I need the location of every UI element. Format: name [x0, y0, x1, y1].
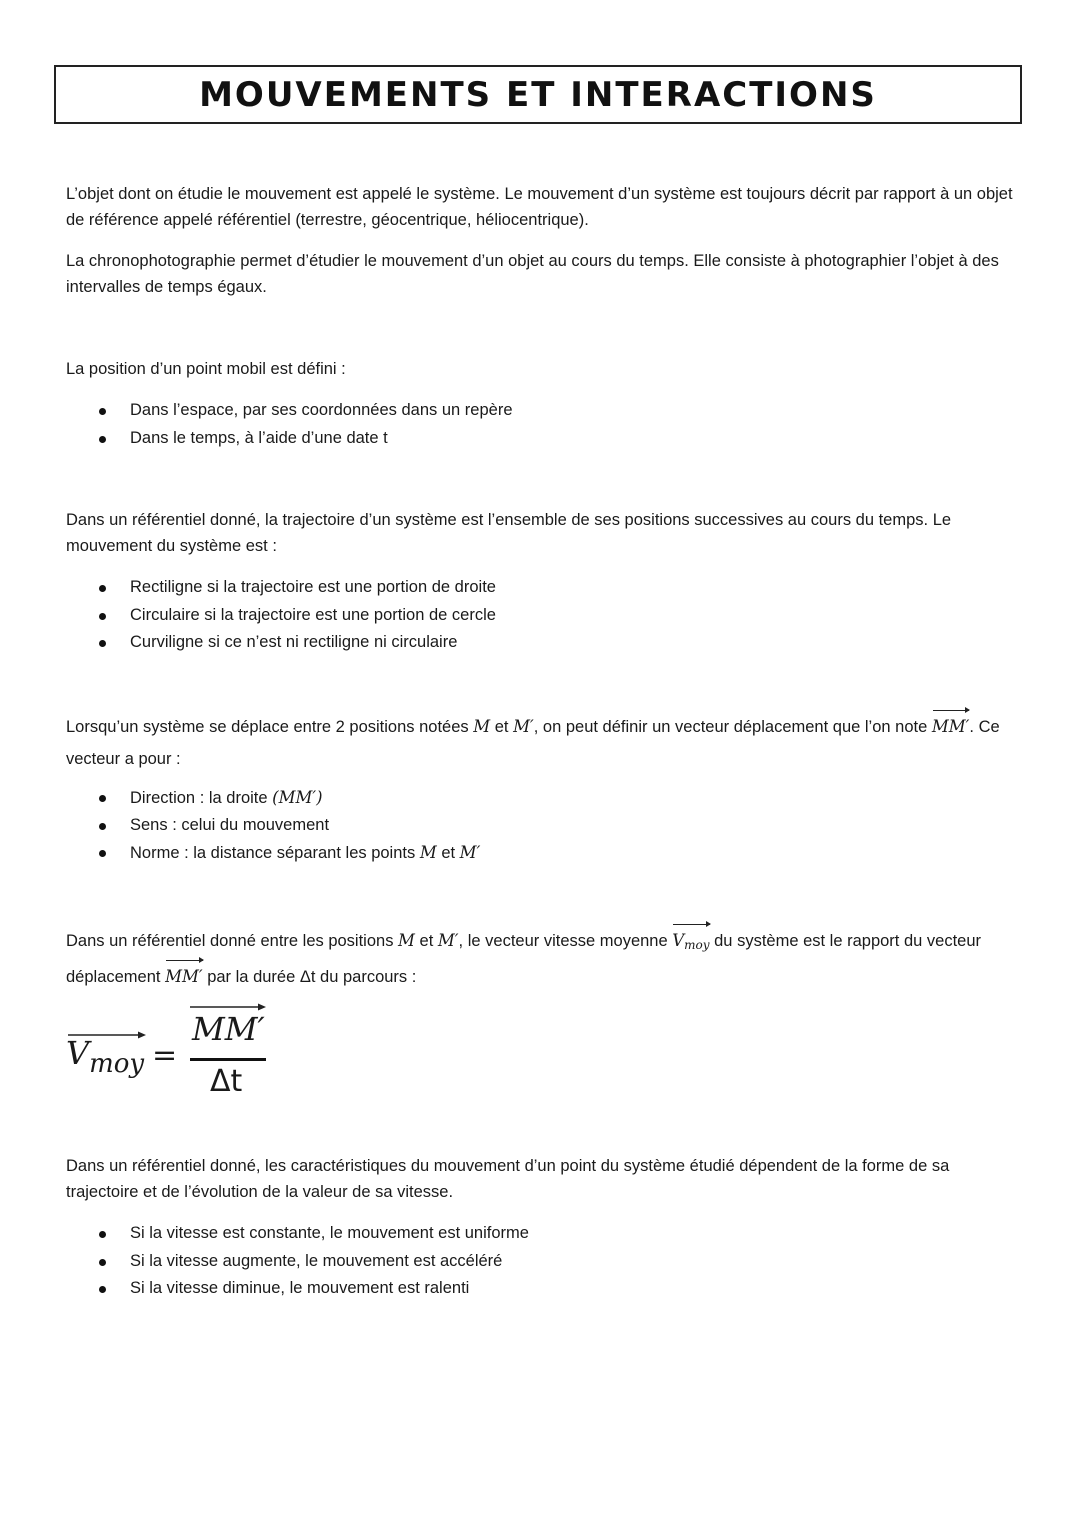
bullet-icon: [99, 823, 106, 830]
paragraph-systeme: L’objet dont on étudie le mouvement est appelé le système. Le mouvement d’un système est toujours décrit par rapport à un objet de référence appelé référentiel (terrestre, géocentrique, héliocentrique).: [66, 185, 1013, 229]
formula-denominator: Δt: [210, 1064, 243, 1099]
bullet-icon: [99, 408, 106, 415]
paragraph-vecteur-deplacement: Lorsqu’un système se déplace entre 2 positions notées M et M′, on peut définir un vecteur déplacement que l’on note MM′. Ce vecteur a pour :: [66, 711, 1026, 775]
list-item: Dans le temps, à l’aide d’une date t: [66, 425, 513, 453]
list-item: Direction : la droite (MM′): [66, 784, 480, 812]
paragraph-caracteristiques: Dans un référentiel donné, les caractéristiques du mouvement d’un point du système étudié dépendent de la forme de sa trajectoire et de l’évolution de la valeur de sa vitesse.: [66, 1157, 950, 1201]
bullet-icon: [99, 436, 106, 443]
list-item: Si la vitesse est constante, le mouvement est uniforme: [66, 1220, 529, 1248]
bullet-icon: [99, 795, 106, 802]
bullet-icon: [99, 640, 106, 647]
vector-mm-prime: MM′: [165, 961, 203, 993]
list-item: Si la vitesse augmente, le mouvement est accéléré: [66, 1248, 529, 1276]
formula-lhs: $V_{moy}$: [66, 1034, 145, 1079]
paragraph-position: La position d’un point mobil est défini :: [66, 360, 346, 378]
bullet-icon: [99, 1286, 106, 1293]
list-item: Si la vitesse diminue, le mouvement est ralenti: [66, 1275, 529, 1303]
bullet-icon: [99, 585, 106, 592]
list-item: Norme : la distance séparant les points M et M′: [66, 839, 480, 867]
paragraph-trajectoire: Dans un référentiel donné, la trajectoire d’un système est l’ensemble de ses positions successives au cours du temps. Le mouvement du système est :: [66, 511, 952, 555]
vector-vmoy: $V_{moy}$: [672, 925, 709, 961]
bullet-icon: [99, 850, 106, 857]
page-title: MOUVEMENTS ET INTERACTIONS: [199, 74, 877, 115]
vector-mm-prime: MM′: [932, 711, 970, 743]
list-trajectoire: [66, 574, 496, 657]
bullet-icon: [99, 1259, 106, 1266]
list-item: Rectiligne si la trajectoire est une portion de droite: [66, 574, 496, 602]
formula-equals: =: [152, 1038, 178, 1073]
list-item: Sens : celui du mouvement: [66, 812, 480, 840]
list-position: [66, 397, 513, 452]
fraction-bar: [190, 1058, 266, 1061]
paragraph-chronophotographie: La chronophotographie permet d’étudier le mouvement d’un objet au cours du temps. Elle consiste à photographier l’objet à des intervalles de temps égaux.: [66, 252, 999, 296]
title-box: [54, 65, 1022, 124]
bullet-icon: [99, 1231, 106, 1238]
list-vitesse: [66, 1220, 529, 1303]
list-vecteur: [66, 784, 480, 867]
list-item: Circulaire si la trajectoire est une portion de cercle: [66, 602, 496, 630]
list-item: Dans l’espace, par ses coordonnées dans un repère: [66, 397, 513, 425]
formula-numerator: MM′: [192, 1010, 265, 1048]
list-item: Curviligne si ce n’est ni rectiligne ni circulaire: [66, 629, 496, 657]
paragraph-vitesse-moyenne: Dans un référentiel donné entre les positions M et M′, le vecteur vitesse moyenne $V_{moy}$ du système est le rapport du vecteur déplacement MM′ par la durée Δt du parcours :: [66, 925, 1026, 993]
bullet-icon: [99, 613, 106, 620]
formula-vitesse-moyenne: [62, 1000, 302, 1110]
